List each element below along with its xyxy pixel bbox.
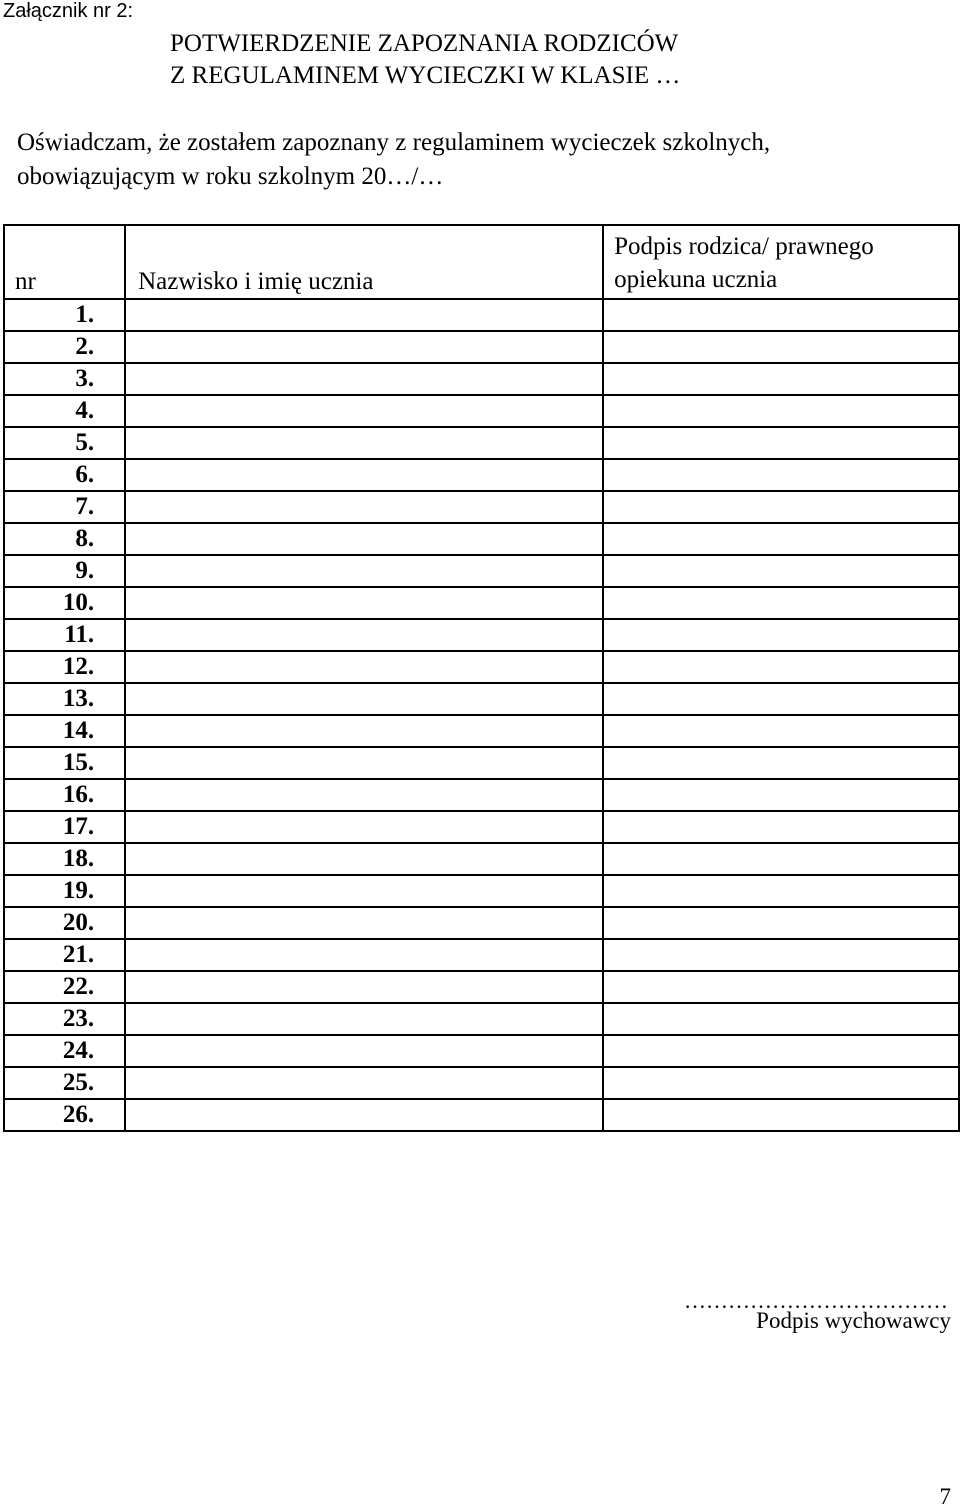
parent-signature-cell[interactable] — [603, 651, 959, 683]
row-number: 1. — [4, 299, 125, 331]
table-row — [4, 459, 959, 491]
row-number: 10. — [4, 587, 125, 619]
parent-signature-cell[interactable] — [603, 1099, 959, 1131]
parent-signature-cell[interactable] — [603, 843, 959, 875]
row-number: 4. — [4, 395, 125, 427]
teacher-signature-line: ……………………………… — [684, 1288, 948, 1313]
table-row — [4, 1067, 959, 1099]
title-line-2: Z REGULAMINEM WYCIECZKI W KLASIE … — [170, 62, 681, 89]
student-name-cell[interactable] — [125, 907, 603, 939]
row-number: 12. — [4, 651, 125, 683]
row-number: 26. — [4, 1099, 125, 1131]
header-nr: nr — [4, 225, 125, 299]
parent-signature-cell[interactable] — [603, 779, 959, 811]
attachment-label: Załącznik nr 2: — [3, 0, 134, 22]
row-number: 19. — [4, 875, 125, 907]
student-name-cell[interactable] — [125, 1067, 603, 1099]
student-name-cell[interactable] — [125, 939, 603, 971]
student-name-cell[interactable] — [125, 395, 603, 427]
table-row — [4, 683, 959, 715]
row-number: 6. — [4, 459, 125, 491]
parent-signature-cell[interactable] — [603, 715, 959, 747]
student-name-cell[interactable] — [125, 811, 603, 843]
parent-signature-cell[interactable] — [603, 1067, 959, 1099]
row-number: 21. — [4, 939, 125, 971]
parent-signature-cell[interactable] — [603, 331, 959, 363]
parent-signature-cell[interactable] — [603, 683, 959, 715]
student-name-cell[interactable] — [125, 683, 603, 715]
row-number: 23. — [4, 1003, 125, 1035]
student-name-cell[interactable] — [125, 651, 603, 683]
row-number: 22. — [4, 971, 125, 1003]
table-row — [4, 587, 959, 619]
table-row — [4, 523, 959, 555]
student-name-cell[interactable] — [125, 875, 603, 907]
student-name-cell[interactable] — [125, 619, 603, 651]
student-name-cell[interactable] — [125, 299, 603, 331]
parent-signature-cell[interactable] — [603, 523, 959, 555]
parent-signature-cell[interactable] — [603, 587, 959, 619]
parent-signature-cell[interactable] — [603, 747, 959, 779]
student-name-cell[interactable] — [125, 587, 603, 619]
student-name-cell[interactable] — [125, 1003, 603, 1035]
parent-signature-cell[interactable] — [603, 875, 959, 907]
table-row — [4, 555, 959, 587]
table-row — [4, 331, 959, 363]
table-row — [4, 299, 959, 331]
student-name-cell[interactable] — [125, 331, 603, 363]
table-row — [4, 843, 959, 875]
statement-line-2: obowiązującym w roku szkolnym 20…/… — [17, 163, 444, 190]
table-row — [4, 491, 959, 523]
table-row — [4, 907, 959, 939]
row-number: 25. — [4, 1067, 125, 1099]
table-row — [4, 651, 959, 683]
student-name-cell[interactable] — [125, 971, 603, 1003]
row-number: 14. — [4, 715, 125, 747]
table-row — [4, 747, 959, 779]
row-number: 9. — [4, 555, 125, 587]
row-number: 17. — [4, 811, 125, 843]
parent-signature-cell[interactable] — [603, 491, 959, 523]
students-table — [3, 224, 960, 1132]
parent-statement — [17, 126, 947, 194]
student-name-cell[interactable] — [125, 427, 603, 459]
row-number: 13. — [4, 683, 125, 715]
parent-signature-cell[interactable] — [603, 811, 959, 843]
table-row — [4, 1099, 959, 1131]
table-row — [4, 939, 959, 971]
row-number: 20. — [4, 907, 125, 939]
student-name-cell[interactable] — [125, 491, 603, 523]
document-title — [170, 28, 680, 92]
parent-signature-cell[interactable] — [603, 427, 959, 459]
row-number: 15. — [4, 747, 125, 779]
table-header-row — [4, 225, 959, 299]
parent-signature-cell[interactable] — [603, 363, 959, 395]
parent-signature-cell[interactable] — [603, 619, 959, 651]
row-number: 3. — [4, 363, 125, 395]
student-name-cell[interactable] — [125, 555, 603, 587]
header-student-name: Nazwisko i imię ucznia — [125, 225, 603, 299]
parent-signature-cell[interactable] — [603, 971, 959, 1003]
student-name-cell[interactable] — [125, 747, 603, 779]
row-number: 7. — [4, 491, 125, 523]
parent-signature-cell[interactable] — [603, 907, 959, 939]
student-name-cell[interactable] — [125, 523, 603, 555]
row-number: 11. — [4, 619, 125, 651]
table-row — [4, 619, 959, 651]
table-row — [4, 779, 959, 811]
student-name-cell[interactable] — [125, 843, 603, 875]
parent-signature-cell[interactable] — [603, 555, 959, 587]
statement-line-1: Oświadczam, że zostałem zapoznany z regulaminem wycieczek szkolnych, — [17, 129, 771, 156]
student-name-cell[interactable] — [125, 1035, 603, 1067]
teacher-signature-label: Podpis wychowawcy — [756, 1308, 951, 1333]
student-name-cell[interactable] — [125, 459, 603, 491]
table-row — [4, 811, 959, 843]
table-row — [4, 427, 959, 459]
parent-signature-cell[interactable] — [603, 395, 959, 427]
student-name-cell[interactable] — [125, 715, 603, 747]
student-name-cell[interactable] — [125, 1099, 603, 1131]
table-row — [4, 1003, 959, 1035]
row-number: 24. — [4, 1035, 125, 1067]
table-row — [4, 1035, 959, 1067]
table-row — [4, 363, 959, 395]
row-number: 5. — [4, 427, 125, 459]
table-row — [4, 875, 959, 907]
parent-signature-cell[interactable] — [603, 939, 959, 971]
parent-signature-cell[interactable] — [603, 1003, 959, 1035]
row-number: 16. — [4, 779, 125, 811]
table-row — [4, 715, 959, 747]
parent-signature-cell[interactable] — [603, 1035, 959, 1067]
header-parent-signature: Podpis rodzica/ prawnego opiekuna ucznia — [603, 225, 959, 299]
row-number: 2. — [4, 331, 125, 363]
title-line-1: POTWIERDZENIE ZAPOZNANIA RODZICÓW — [170, 30, 679, 57]
row-number: 8. — [4, 523, 125, 555]
parent-signature-cell[interactable] — [603, 459, 959, 491]
student-name-cell[interactable] — [125, 363, 603, 395]
parent-signature-cell[interactable] — [603, 299, 959, 331]
table-body — [4, 299, 959, 1131]
table-row — [4, 971, 959, 1003]
row-number: 18. — [4, 843, 125, 875]
student-name-cell[interactable] — [125, 779, 603, 811]
table-row — [4, 395, 959, 427]
page-number: 7 — [939, 1484, 951, 1509]
